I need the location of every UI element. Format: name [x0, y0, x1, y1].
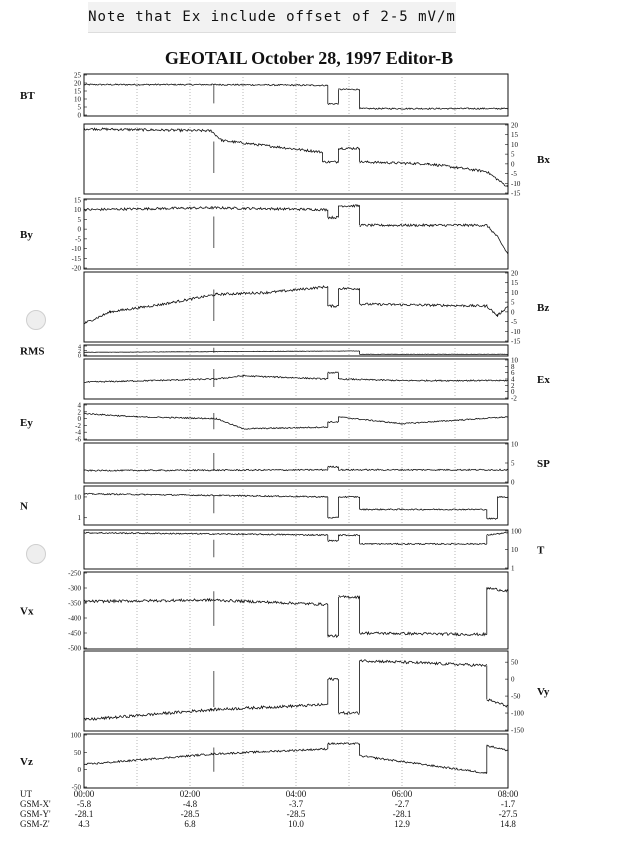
series-trace	[360, 660, 487, 667]
series-trace	[360, 543, 487, 544]
panel-label-vz: Vz	[20, 756, 33, 768]
axis-value: -3.7	[288, 799, 304, 809]
panel-t	[84, 528, 545, 573]
panel-frame	[84, 124, 508, 194]
tick-label: 8	[511, 362, 515, 371]
tick-label: 1	[77, 514, 81, 523]
series-trace	[328, 421, 339, 422]
series-trace	[328, 678, 339, 681]
tick-label: 0	[77, 766, 81, 775]
tick-label: 5	[77, 215, 81, 224]
tick-label: -20	[71, 264, 81, 273]
tick-label: 0	[511, 388, 515, 397]
series-trace	[84, 493, 328, 497]
series-trace	[84, 532, 328, 536]
axis-value: -2.7	[394, 799, 410, 809]
tick-label: 15	[74, 87, 81, 96]
panel-label-rms: RMS	[20, 345, 45, 358]
series-trace	[84, 413, 328, 429]
series-trace	[84, 375, 328, 382]
axis-value: 06:00	[391, 789, 413, 799]
panel-sp	[84, 441, 550, 487]
panel-bx	[84, 122, 550, 198]
header-note: Note that Ex include offset of 2-5 mV/m	[88, 2, 456, 33]
tick-label: -250	[68, 569, 81, 578]
tick-label: -350	[68, 599, 81, 608]
tick-label: 10	[74, 95, 81, 104]
tick-label: 5	[511, 298, 515, 307]
tick-label: -300	[68, 584, 81, 593]
tick-label: 10	[74, 206, 81, 215]
axis-value: 6.8	[184, 819, 196, 829]
series-trace	[487, 518, 498, 519]
tick-label: -6	[75, 435, 81, 444]
panel-label-vx: Vx	[20, 605, 34, 618]
axis-value: -28.1	[74, 809, 94, 819]
tick-label: -5	[511, 170, 517, 179]
series-trace	[328, 635, 339, 638]
tick-label: -150	[511, 726, 524, 735]
tick-label: 1	[511, 564, 515, 573]
chart-title: GEOTAIL October 28, 1997 Editor-B	[164, 48, 454, 68]
tick-label: -450	[68, 629, 81, 638]
axis-value: -5.8	[76, 799, 92, 809]
series-trace	[84, 351, 360, 353]
panel-label-bt: BT	[20, 90, 35, 102]
tick-label: 0	[511, 308, 515, 317]
series-trace	[487, 745, 508, 751]
axis-row-label: GSM-Z'	[20, 819, 50, 829]
axis-value: 10.0	[288, 819, 304, 829]
time-axis-table	[20, 789, 519, 829]
series-trace	[328, 743, 360, 745]
axis-value: 04:00	[285, 789, 307, 799]
tick-label: 0	[511, 160, 515, 169]
tick-label: -10	[71, 245, 81, 254]
tick-label: 0	[511, 675, 515, 684]
series-trace	[497, 496, 508, 497]
series-trace	[360, 224, 508, 254]
series-trace	[338, 205, 359, 207]
panel-bt	[20, 72, 508, 120]
axis-row-label: GSM-X'	[20, 799, 51, 809]
axis-value: 08:00	[497, 789, 519, 799]
tick-label: 10	[511, 440, 518, 449]
tick-label: -5	[511, 318, 517, 327]
tick-label: 100	[511, 527, 522, 536]
series-trace	[328, 305, 339, 307]
tick-label: 4	[511, 375, 515, 384]
tick-label: -400	[68, 614, 81, 623]
axis-value: -1.7	[500, 799, 516, 809]
tick-label: 20	[74, 79, 81, 88]
panel-ex	[84, 357, 550, 403]
tick-label: 100	[70, 731, 81, 740]
series-trace	[487, 587, 508, 592]
tick-label: 20	[511, 121, 518, 130]
series-trace	[338, 378, 508, 381]
tick-label: -500	[68, 644, 81, 653]
tick-label: 4	[78, 344, 81, 351]
tick-label: 0	[77, 415, 81, 424]
panel-label-ex: Ex	[537, 374, 550, 386]
series-trace	[84, 286, 328, 324]
series-trace	[360, 755, 487, 774]
tick-label: -15	[511, 337, 521, 346]
tick-label: -15	[511, 189, 521, 198]
series-trace	[328, 372, 339, 373]
series-trace	[487, 533, 508, 536]
series-trace	[84, 748, 328, 764]
tick-label: 10	[511, 140, 518, 149]
axis-value: 12.9	[394, 819, 410, 829]
series-trace	[360, 161, 508, 187]
tick-label: 5	[77, 103, 81, 112]
series-trace	[338, 712, 359, 715]
axis-value: -28.1	[392, 809, 412, 819]
panel-by	[20, 197, 508, 273]
series-trace	[328, 216, 339, 218]
tick-label: 2	[511, 381, 515, 390]
series-trace	[328, 517, 339, 518]
axis-row-label: UT	[20, 789, 32, 799]
axis-value: -28.5	[286, 809, 306, 819]
series-trace	[338, 496, 359, 497]
axis-value: -27.5	[498, 809, 518, 819]
tick-label: 10	[511, 288, 518, 297]
tick-label: 10	[74, 493, 81, 502]
tick-label: 5	[511, 150, 515, 159]
series-trace	[328, 540, 339, 541]
panel-label-t: T	[537, 544, 545, 557]
panel-bz	[84, 270, 549, 346]
axis-value: 4.3	[78, 819, 90, 829]
tick-label: 4	[77, 401, 81, 410]
panel-label-by: By	[20, 229, 33, 241]
panel-n	[20, 486, 508, 525]
axis-value: 02:00	[179, 789, 201, 799]
panel-rms	[20, 345, 508, 360]
tick-label: -2	[511, 394, 517, 403]
axis-value: -28.5	[180, 809, 200, 819]
panel-vz	[20, 732, 508, 792]
tick-label: 0	[77, 225, 81, 234]
series-trace	[328, 466, 339, 467]
series-trace	[84, 599, 328, 606]
panel-ey	[20, 402, 508, 444]
tick-label: 5	[511, 459, 515, 468]
tick-label: -10	[511, 327, 521, 336]
tick-label: 10	[511, 546, 518, 554]
series-trace	[360, 509, 487, 510]
panel-vy	[84, 651, 550, 735]
tick-label: -100	[511, 709, 524, 718]
axis-row-label: GSM-Y'	[20, 809, 51, 819]
panel-label-ey: Ey	[20, 417, 33, 429]
series-trace	[360, 632, 487, 636]
axis-value: 00:00	[73, 789, 95, 799]
series-trace	[338, 535, 359, 536]
tick-label: 50	[511, 658, 518, 667]
tick-label: -10	[511, 179, 521, 188]
series-trace	[84, 128, 323, 154]
axis-value: 14.8	[500, 819, 516, 829]
series-trace	[84, 704, 328, 721]
series-trace	[84, 469, 328, 471]
series-trace	[360, 108, 508, 109]
tick-label: 15	[511, 131, 518, 140]
tick-label: 15	[74, 196, 81, 205]
panel-label-sp: SP	[537, 458, 550, 470]
tick-label: -4	[75, 428, 81, 437]
tick-label: 2	[77, 408, 81, 417]
panel-vx	[20, 570, 508, 653]
panel-label-bz: Bz	[537, 302, 550, 314]
axis-value: -4.8	[182, 799, 198, 809]
tick-label: -50	[71, 783, 81, 792]
tick-label: 0	[77, 111, 81, 120]
tick-label: -2	[75, 421, 81, 430]
series-trace	[328, 103, 339, 104]
tick-label: -5	[75, 235, 81, 244]
panel-label-bx: Bx	[537, 154, 550, 166]
tick-label: 2	[78, 349, 81, 355]
series-trace	[360, 303, 508, 317]
tick-label: 50	[74, 748, 81, 757]
tick-label: -15	[71, 254, 81, 263]
tick-label: 0	[511, 478, 515, 487]
series-trace	[487, 699, 508, 707]
panel-label-n: N	[20, 500, 28, 513]
tick-label: 25	[74, 71, 81, 80]
series-trace	[338, 469, 508, 470]
series-trace	[84, 207, 328, 211]
tick-label: -50	[511, 692, 521, 701]
series-trace	[323, 161, 339, 163]
tick-label: 6	[511, 369, 515, 378]
tick-label: 15	[511, 279, 518, 288]
panel-frame	[84, 572, 508, 649]
series-trace	[84, 84, 328, 86]
tick-label: 10	[511, 356, 518, 365]
series-trace	[338, 417, 508, 425]
tick-label: 0	[78, 353, 81, 360]
panel-label-vy: Vy	[537, 686, 550, 698]
tick-label: 20	[511, 269, 518, 278]
